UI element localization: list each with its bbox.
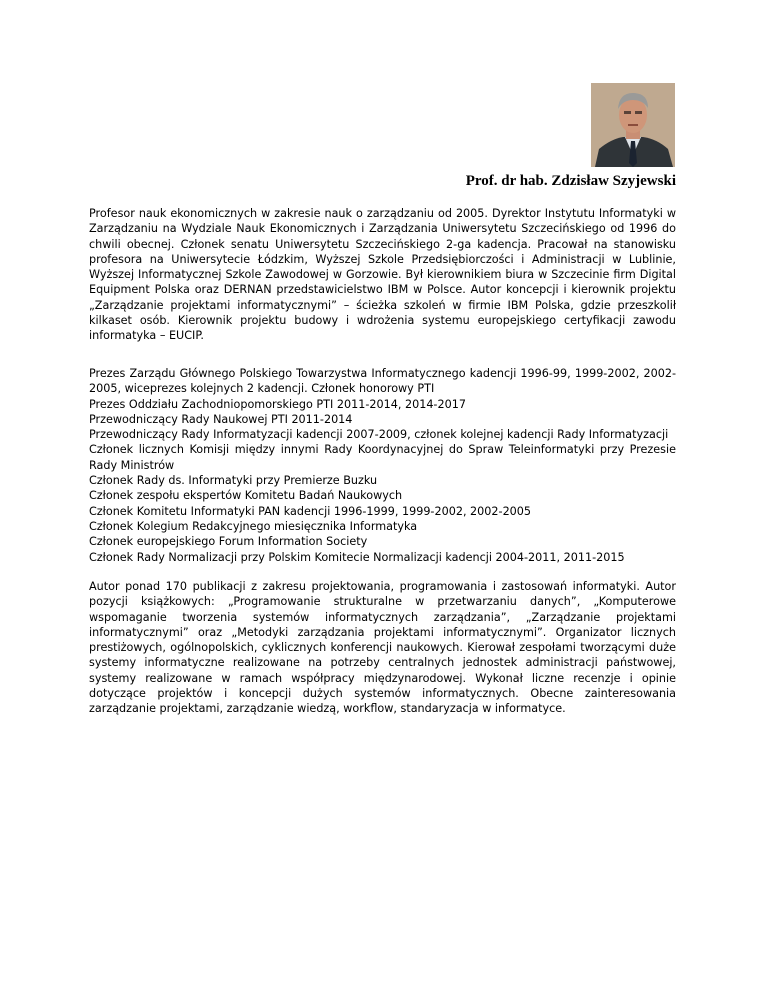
position-item: Członek Rady Normalizacji przy Polskim Komitecie Normalizacji kadencji 2004-2011, 2011-2015 <box>89 550 625 564</box>
portrait-photo <box>591 83 675 167</box>
position-item: Przewodniczący Rady Informatyzacji kadencji 2007-2009, członek kolejnej kadencji Rady Informatyzacji <box>89 428 669 442</box>
bio-paragraph-publications <box>89 579 676 717</box>
career-text: Profesor nauk ekonomicznych w zakresie nauk o zarządzaniu od 2005. Dyrektor Instytutu Informatyki w Zarządzaniu na Wydziale Nauk Ekonomicznych i Zarządzania Uniwersytetu Szczecińskiego od 1996 do chwili obecnej. Członek senatu Uniwersytetu Szczecińskiego 2-ga kadencja. Pracował na stanowisku profesora na Uniwersytecie Łódzkim, Wyższej Szkole Przedsiębiorczości i Administracji w Lublinie, Wyższej Informatycznej Szkole Zawodowej w Gorzowie. Był kierownikiem biura w Szczecinie firm Digital Equipment Polska oraz DERNAN przedstawicielstwo IBM w Polsce. Autor koncepcji i kierownik projektu „Zarządzanie projektami informatycznymi” – ścieżka szkoleń w firmie IBM Polska, gdzie przeszkolił kilkaset osób. Kierownik projektu budowy i wdrożenia systemu europejskiego certyfikacji zawodu informatyka – EUCIP. <box>89 207 676 343</box>
person-name-heading: Prof. dr hab. Zdzisław Szyjewski <box>465 173 676 189</box>
portrait-image <box>591 83 675 167</box>
publications-text: Autor ponad 170 publikacji z zakresu projektowania, programowania i zastosowań informatyki. Autor pozycji książkowych: „Programowanie strukturalne w przetwarzaniu danych”, „Komputerowe wspomaganie tworzenia systemów informatycznych zarządzania”, „Zarządzanie projektami informatycznymi” oraz „Metodyki zarządzania projektami informatycznymi”. Organizator licznych prestiżowych, ogólnopolskich, cyklicznych konferencji naukowych. Kierował zespołami tworzącymi duże systemy informatyczne realizowane na potrzeby centralnych jednostek administracji państwowej, systemy realizowane w ramach współpracy międzynarodowej. Wykonał liczne recenzje i opinie dotyczące projektów i koncepcji dużych systemów informatycznych. Obecne zainteresowania zarządzanie projektami, zarządzanie wiedzą, workflow, standaryzacja w informatyce. <box>89 580 676 716</box>
position-item: Członek zespołu ekspertów Komitetu Badań Naukowych <box>89 489 403 503</box>
positions-list <box>89 366 676 565</box>
bio-paragraph-career <box>89 206 676 344</box>
position-item: Członek licznych Komisji między innymi Rady Koordynacyjnej do Spraw Teleinformatyki przy Prezesie Rady Ministrów <box>89 443 676 472</box>
position-item: Członek europejskiego Forum Information Society <box>89 535 368 549</box>
position-item: Członek Komitetu Informatyki PAN kadencji 1996-1999, 1999-2002, 2002-2005 <box>89 504 532 518</box>
position-item: Członek Rady ds. Informatyki przy Premierze Buzku <box>89 474 378 488</box>
position-item: Prezes Zarządu Głównego Polskiego Towarzystwa Informatycznego kadencji 1996-99, 1999-2002, 2002-2005, wiceprezes kolejnych 2 kadencji. Członek honorowy PTI <box>89 367 676 396</box>
position-item: Prezes Oddziału Zachodniopomorskiego PTI 2011-2014, 2014-2017 <box>89 397 466 411</box>
position-item: Przewodniczący Rady Naukowej PTI 2011-2014 <box>89 412 353 426</box>
position-item: Członek Kolegium Redakcyjnego miesięcznika Informatyka <box>89 519 418 533</box>
